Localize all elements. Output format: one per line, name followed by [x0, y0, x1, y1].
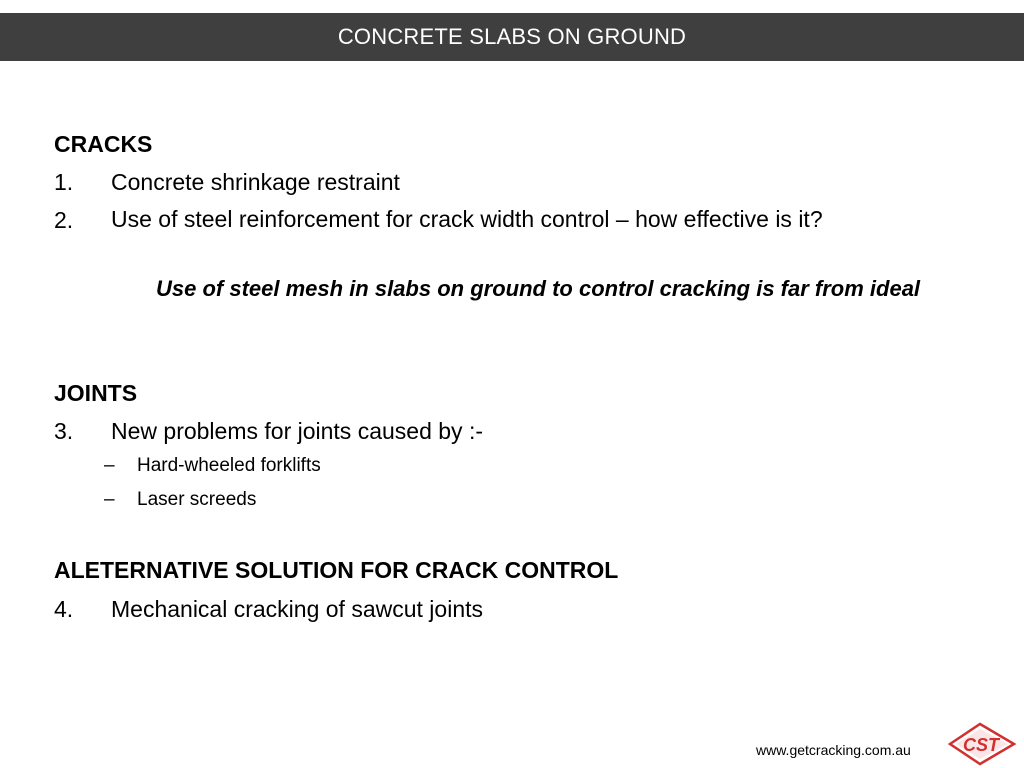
- item-4-number: 4.: [54, 596, 74, 622]
- item-1-text: Concrete shrinkage restraint: [111, 169, 400, 195]
- item-1-number: 1.: [54, 169, 74, 195]
- logo-text: CST: [963, 735, 999, 755]
- bullet-laser-screeds: Laser screeds: [137, 489, 257, 510]
- item-2-text: Use of steel reinforcement for crack width control – how effective is it?: [111, 206, 823, 232]
- alternative-heading: ALETERNATIVE SOLUTION FOR CRACK CONTROL: [54, 557, 619, 583]
- steel-mesh-note: Use of steel mesh in slabs on ground to control cracking is far from ideal: [156, 276, 921, 301]
- item-3-text: New problems for joints caused by :-: [111, 418, 483, 444]
- bullet-forklifts: Hard-wheeled forklifts: [137, 455, 321, 476]
- bullet-dash: –: [104, 455, 115, 476]
- slide-title: CONCRETE SLABS ON GROUND: [337, 24, 687, 49]
- item-2-number: 2.: [54, 207, 74, 233]
- cracks-heading: CRACKS: [54, 131, 153, 157]
- bullet-dash: –: [104, 489, 115, 510]
- footer-url: www.getcracking.com.au: [756, 742, 911, 758]
- item-4-text: Mechanical cracking of sawcut joints: [111, 596, 483, 622]
- cst-logo: [940, 718, 1020, 768]
- joints-heading: JOINTS: [54, 380, 138, 406]
- item-3-number: 3.: [54, 418, 74, 444]
